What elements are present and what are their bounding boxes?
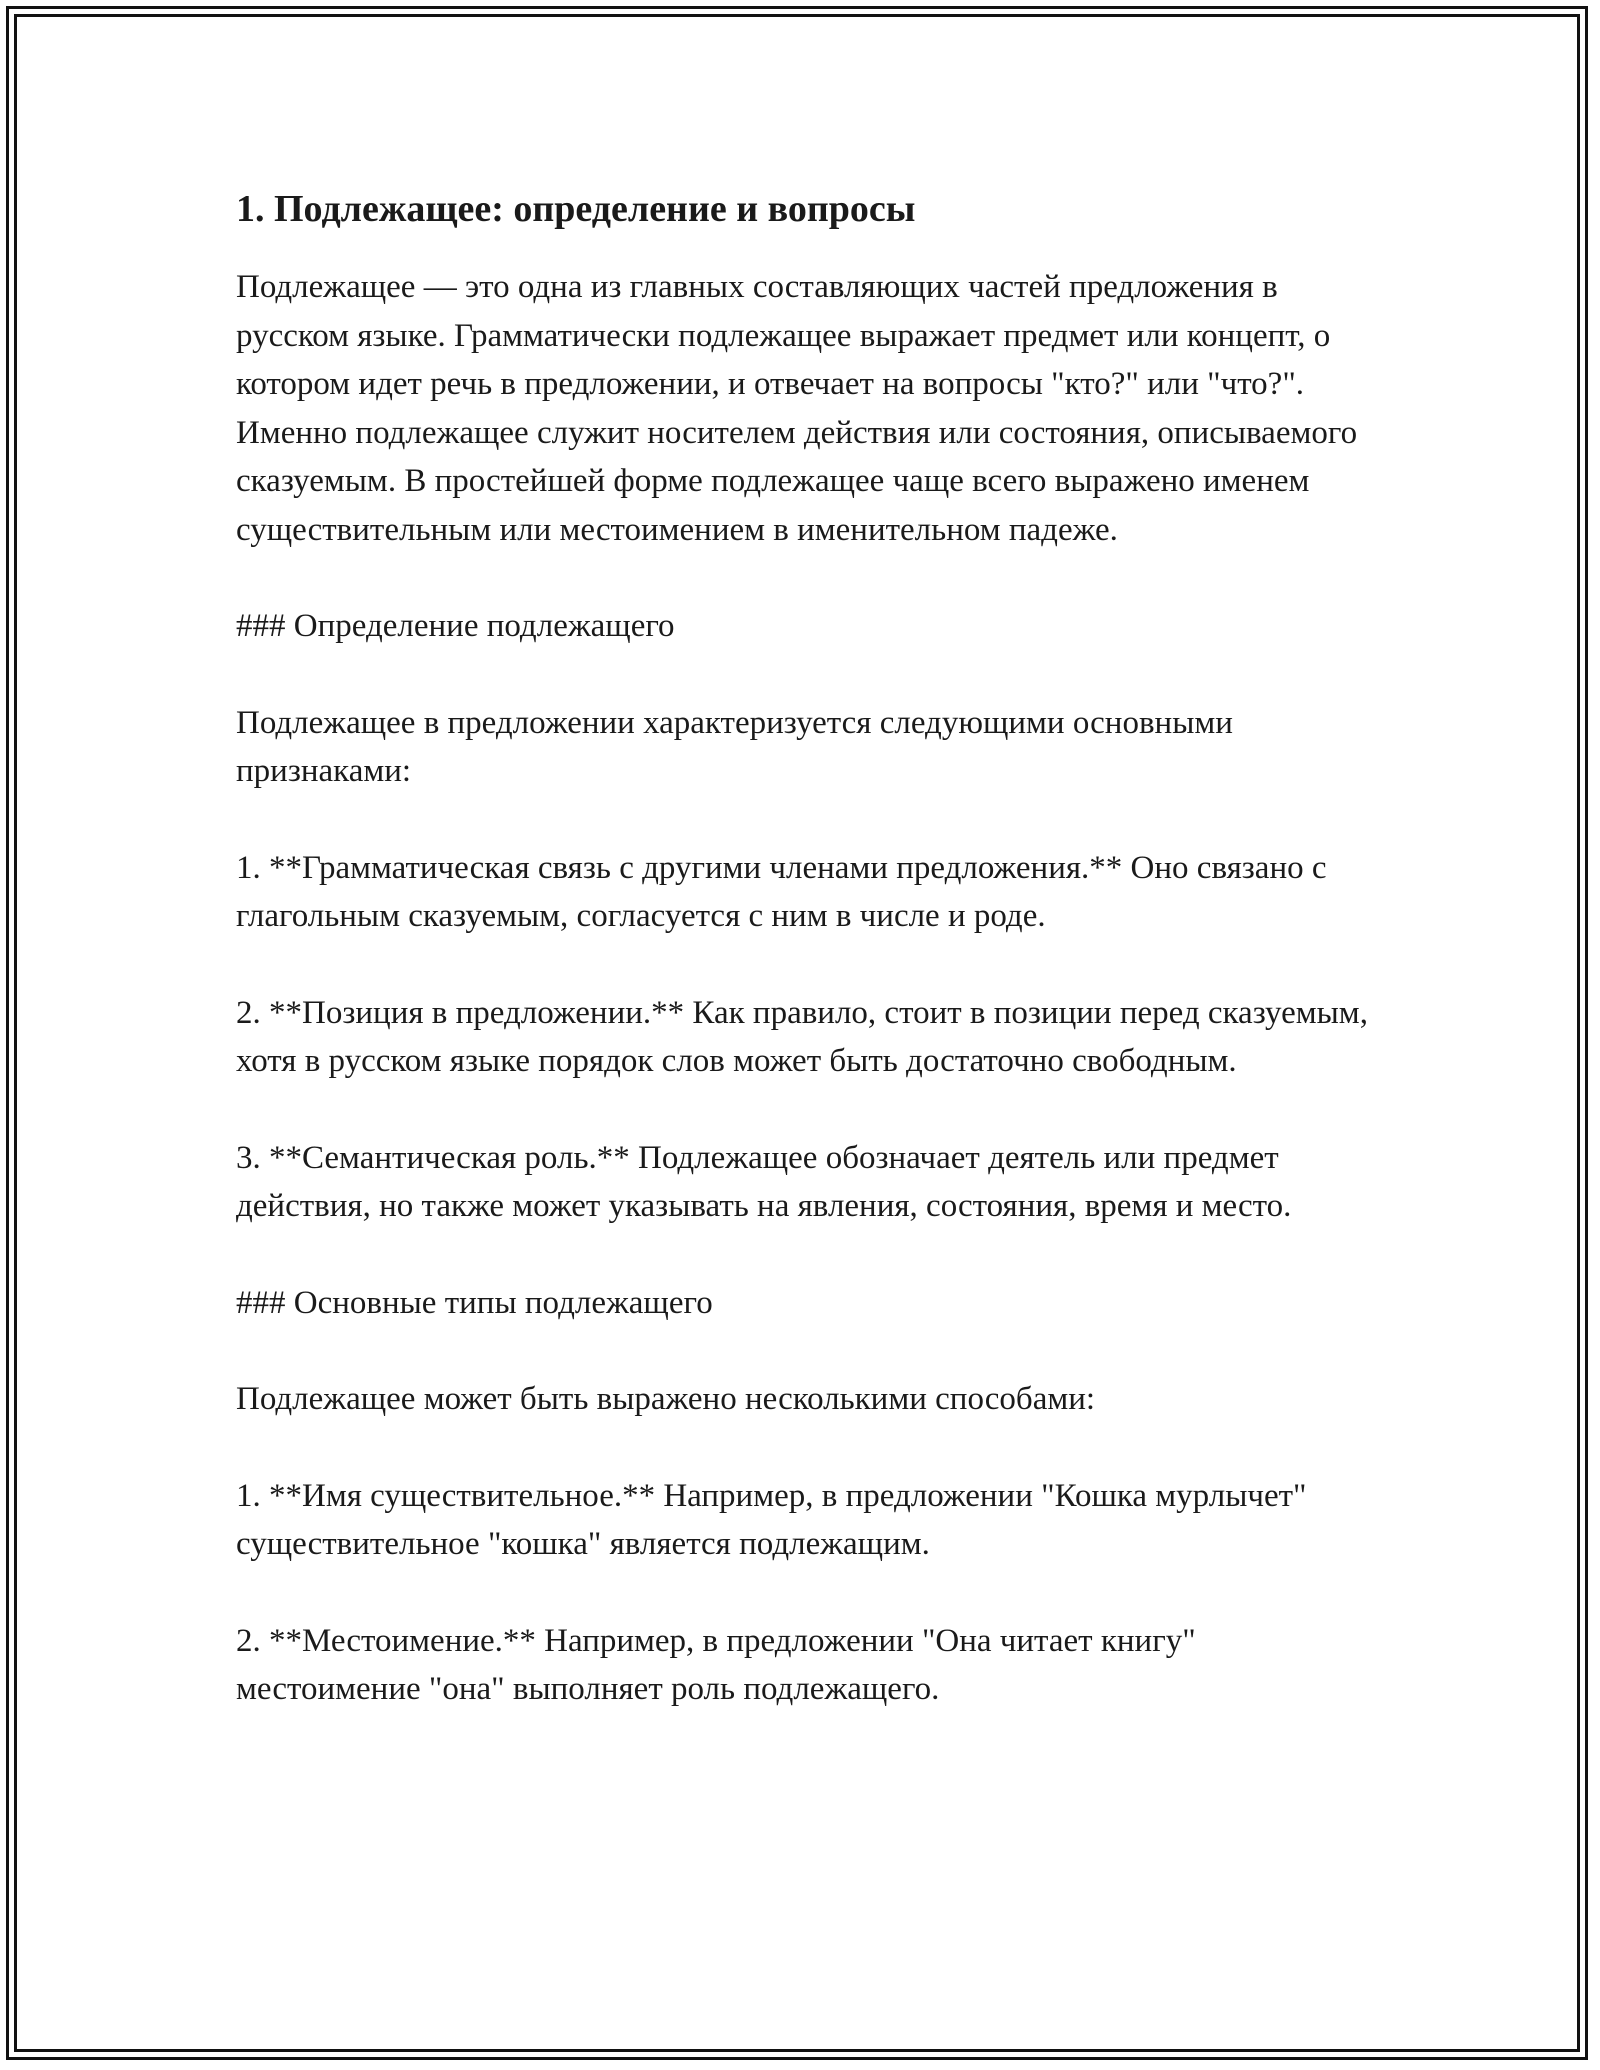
feature-item-2: 2. **Позиция в предложении.** Как правило, стоит в позиции перед сказуемым, хотя в русском языке порядок слов может быть достаточно свободным.	[236, 994, 1368, 1079]
intro-paragraph: Подлежащее — это одна из главных составляющих частей предложения в русском языке. Грамматически подлежащее выражает предмет или концепт, о котором идет речь в предложении, и отвечает на вопросы "кто?" или "что?". Именно подлежащее служит носителем действия или состояния, описываемого сказуемым. В простейшей форме подлежащее чаще всего выражено именем существительным или местоимением в именительном падеже.	[236, 269, 1358, 548]
features-intro-paragraph: Подлежащее в предложении характеризуется следующими основными признаками:	[236, 704, 1233, 789]
document-body	[236, 185, 1376, 1714]
document-title: 1. Подлежащее: определение и вопросы	[236, 188, 916, 230]
subheading-definition: ### Определение подлежащего	[236, 608, 675, 644]
feature-item-3: 3. **Семантическая роль.** Подлежащее обозначает деятель или предмет действия, но также может указывать на явления, состояния, время и место.	[236, 1139, 1292, 1224]
feature-item-1: 1. **Грамматическая связь с другими членами предложения.** Оно связано с глагольным сказуемым, согласуется с ним в числе и роде.	[236, 849, 1327, 934]
subheading-types: ### Основные типы подлежащего	[236, 1284, 713, 1321]
type-item-2: 2. **Местоимение.** Например, в предложении "Она читает книгу" местоимение "она" выполняет роль подлежащего.	[236, 1622, 1196, 1707]
types-intro-paragraph: Подлежащее может быть выражено несколькими способами:	[236, 1381, 1096, 1417]
type-item-1: 1. **Имя существительное.** Например, в предложении "Кошка мурлычет" существительное "кошка" является подлежащим.	[236, 1477, 1307, 1562]
